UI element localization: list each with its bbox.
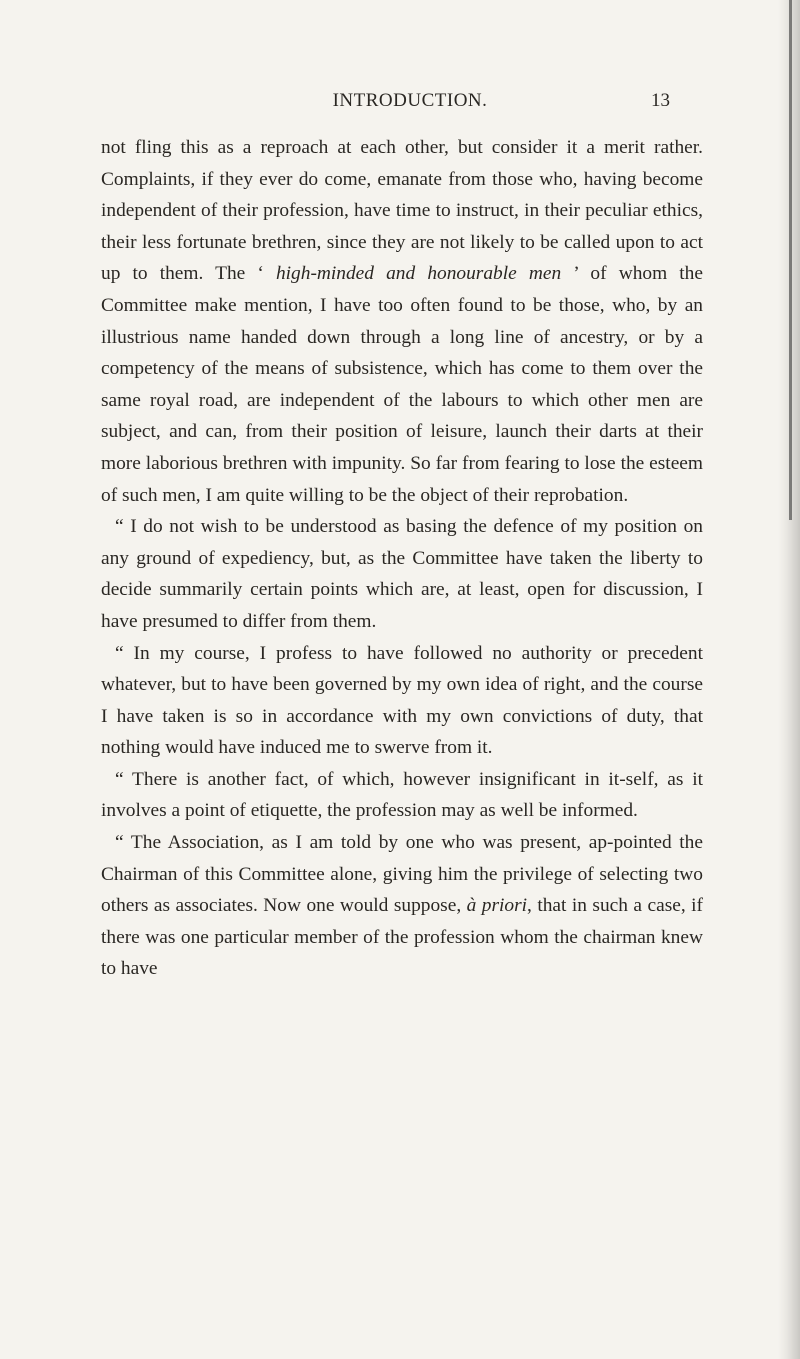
page-edge-line: [789, 0, 792, 520]
text-span: “ There is another fact, of which, however insignificant in it-self, as it involves a point of etiquette, the profession may as well be informed.: [101, 768, 703, 822]
italic-phrase: high-minded and honourable men: [275, 263, 562, 285]
paragraph: [101, 638, 703, 764]
text-span: “ In my course, I profess to have followed no authority or precedent whatever, but to have been governed by my own idea of right, and the course I have taken is so in accordance with my own convictions of duty, that nothing would have induced me to swerve from it.: [101, 642, 703, 759]
page-header: [150, 90, 670, 118]
text-span: “ I do not wish to be understood as basing the defence of my position on any ground of expediency, but, as the Committee have taken the liberty to decide summarily certain points which are, at least, open for discussion, I have presumed to differ from them.: [101, 516, 703, 632]
text-span: ’ of whom the Committee make mention, I have too often found to be those, who, by an illustrious name handed down through a long line of ancestry, or by a competency of the means of subsistence, which has come to them over the same royal road, are independent of the labours to which other men are subject, and can, from their position of leisure, launch their darts at their more laborious brethren with impunity. So far from fearing to lose the esteem of such men, I am quite willing to be the object of their reprobation.: [101, 263, 703, 506]
paragraph: [101, 132, 703, 511]
paragraph: [101, 827, 703, 985]
italic-phrase: à priori: [466, 895, 528, 917]
running-head: INTRODUCTION.: [332, 90, 488, 111]
paragraph: [101, 764, 703, 827]
text-span: , that in such a case, if there was one particular member of the profession whom the chairman knew to have: [101, 895, 703, 980]
page-number: 13: [651, 90, 670, 111]
body-text: [101, 132, 703, 985]
paragraph: [101, 511, 703, 637]
text-span: “ The Association, as I am told by one who was present, ap-pointed the Chairman of this Committee alone, giving him the privilege of selecting two others as associates. Now one would suppose,: [101, 832, 703, 917]
text-span: not fling this as a reproach at each other, but consider it a merit rather. Complaints, if they ever do come, emanate from those who, having become independent of their profession, have time to instruct, in their peculiar ethics, their less fortunate brethren, since they are not likely to be called upon to act up to them. The ‘: [101, 137, 703, 285]
